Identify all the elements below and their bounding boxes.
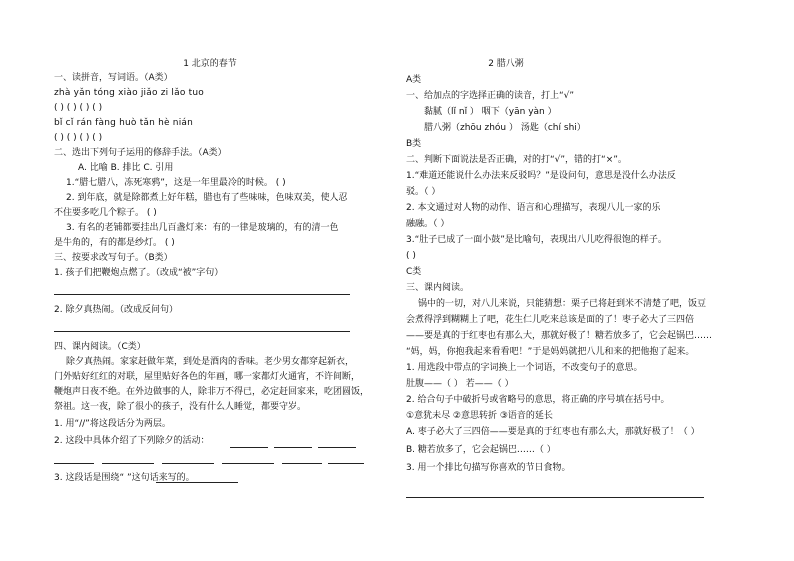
answer-blank	[162, 463, 214, 464]
answer-blank	[282, 463, 322, 464]
question-text: 2. 这段中具体介绍了下列除夕的活动：	[54, 436, 210, 446]
pronunciation-row: 黏腻（lǐ nǐ ） 咽下（yān yàn ）	[424, 107, 557, 117]
question-text: 1.“难道还能说什么办法来反驳吗？”是设问句，意思是没什么办法反	[406, 171, 676, 181]
options-row: ①意犹未尽 ②意思转折 ③语音的延长	[406, 411, 553, 421]
answer-blank	[54, 463, 94, 464]
section-heading: 二、判断下面说法是否正确，对的打“√”，错的打“×”。	[406, 155, 627, 165]
question-text: 3. 这段话是围绕“ ”这句话来写的。	[54, 473, 195, 483]
section-heading: 四、课内阅读。（C类）	[54, 342, 146, 352]
answer-line	[406, 497, 704, 498]
section-heading: 三、按要求改写句子。（B类）	[54, 253, 173, 263]
answer-brackets: ( ) ( ) ( ) ( )	[54, 103, 103, 113]
section-heading: 一、读拼音，写词语。（A类）	[54, 73, 173, 83]
question-text: 不住要多吃几个粽子。 ( )	[54, 208, 157, 218]
answer-blank	[274, 447, 312, 448]
question-text: 是牛角的，有的都是纱灯。 ( )	[54, 238, 175, 248]
question-text: ( )	[406, 251, 416, 261]
level-label: C类	[406, 267, 422, 277]
passage-text: 锅中的一切，对八儿来说，只能猜想：栗子已将赶到米不清楚了吧，饭豆	[418, 299, 707, 309]
passage-text: 鞭炮声日夜不绝。在外边做事的人，除非万不得已，必定赶回家来，吃团圆饭，	[54, 387, 370, 397]
question-text: B. 糖若放多了，它会起锅巴……（ ）	[406, 445, 556, 455]
passage-text: 祭祖。这一夜，除了很小的孩子，没有什么人睡觉，都要守岁。	[54, 402, 307, 412]
pronunciation-row: 腊八粥（zhōu zhóu ） 汤匙（chí shi）	[424, 123, 586, 133]
question-text: 1. 孩子们把鞭炮点燃了。（改成“被”字句）	[54, 268, 224, 278]
passage-text: ——要是真的于红枣也有那么大，那就好极了！糖若放多了，它会起锅巴……	[406, 331, 713, 341]
question-text: 2. 到年底，就是除都煮上好年糕，腊也有了些味味，色味双美，使人忍	[66, 193, 348, 203]
passage-text: 门外贴好红红的对联，屋里贴好各色的年画，哪一家都灯火通宵，不许间断，	[54, 372, 361, 382]
answer-line	[54, 294, 350, 295]
question-text: 1. 用“//”将这段话分为两层。	[54, 419, 171, 429]
pinyin-row: bǐ cǐ rán fàng huò tǎn hè nián	[54, 118, 194, 128]
answer-blank	[328, 463, 364, 464]
question-text: A. 枣子必大了三四倍——要是真的于红枣也有那么大，那就好极了！（ ）	[406, 427, 700, 437]
question-text: 3. 有名的老铺都要挂出几百盏灯来：有的一律是玻璃的，有的清一色	[66, 223, 339, 233]
answer-brackets: ( ) ( ) ( ) ( )	[54, 133, 103, 143]
lesson-title: 1 北京的春节	[183, 59, 237, 69]
section-heading: 二、选出下列句子运用的修辞手法。（A类）	[54, 148, 227, 158]
passage-text: 除夕真热闹。家家赶做年菜，到处是酒肉的香味。老少男女都穿起新衣，	[66, 357, 355, 367]
level-label: B类	[406, 139, 422, 149]
question-text: 驳。（ ）	[406, 187, 441, 197]
answer-blank	[156, 482, 238, 483]
question-text: 融融。（ ）	[406, 219, 450, 229]
section-heading: 三、课内阅读。	[406, 283, 470, 293]
answer-line	[54, 331, 350, 332]
passage-text: “妈，妈，你抱我起来看看吧！”于是妈妈就把八儿和来的把他抱了起来。	[406, 347, 695, 357]
lesson-title: 2 腊八粥	[488, 59, 524, 69]
question-text: 3. 用一个排比句描写你喜欢的节日食物。	[406, 463, 571, 473]
answer-blank	[230, 447, 268, 448]
question-text: 2. 给合句子中破折号或省略号的意思，将正确的序号填在括号中。	[406, 395, 670, 405]
answer-blank	[102, 463, 154, 464]
options-row: A. 比喻 B. 排比 C. 引用	[78, 163, 174, 173]
answer-row: 肚腹——（ ） 若——（ ）	[406, 379, 514, 389]
question-text: 2. 本文通过对人物的动作、语言和心理描写，表现八儿一家的乐	[406, 203, 661, 213]
passage-text: 会煮得浮到糊糊上了吧，花生仁儿吃来总该是面的了！枣子必大了三四倍	[406, 315, 695, 325]
question-text: 1.“腊七腊八，冻死寒鸦”，这是一年里最冷的时候。 ( )	[66, 178, 286, 188]
level-label: A类	[406, 75, 422, 85]
answer-blank	[222, 463, 274, 464]
section-heading: 一、给加点的字选择正确的读音，打上“√”	[406, 91, 575, 101]
question-text: 3.“肚子已成了一面小鼓”是比喻句，表现出八儿吃得很饱的样子。	[406, 235, 667, 245]
question-text: 1. 用选段中带点的字词换上一个词语，不改变句子的意思。	[406, 363, 643, 373]
pinyin-row: zhà yǎn tóng xiào jiǎo zi lǎo tuo	[54, 88, 204, 98]
answer-blank	[318, 447, 356, 448]
question-text: 2. 除夕真热闹。（改成反问句）	[54, 305, 178, 315]
